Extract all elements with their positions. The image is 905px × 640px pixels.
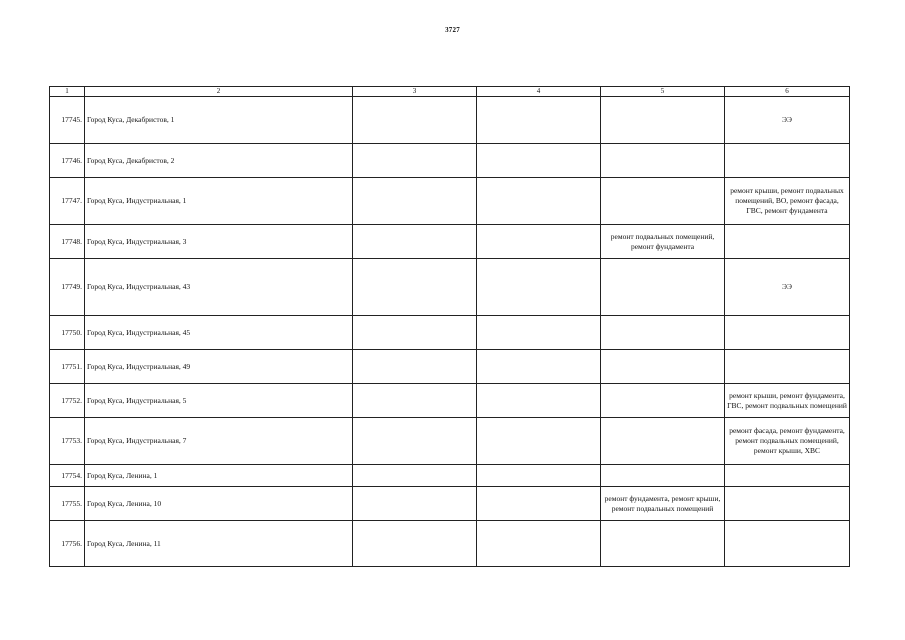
column-4-cell — [477, 418, 601, 465]
address-cell: Город Куса, Индустриальная, 45 — [85, 316, 353, 350]
row-number-cell: 17746. — [50, 144, 85, 178]
column-5-works-cell — [601, 178, 725, 225]
column-4-cell — [477, 316, 601, 350]
column-6-works-cell: ЭЭ — [725, 259, 850, 316]
column-5-works-cell — [601, 259, 725, 316]
column-3-cell — [353, 465, 477, 487]
column-4-cell — [477, 225, 601, 259]
column-3-cell — [353, 144, 477, 178]
column-5-works-cell — [601, 316, 725, 350]
column-3-cell — [353, 97, 477, 144]
address-cell: Город Куса, Декабристов, 1 — [85, 97, 353, 144]
column-5-works-cell — [601, 97, 725, 144]
row-number-cell: 17750. — [50, 316, 85, 350]
row-number-cell: 17747. — [50, 178, 85, 225]
column-4-cell — [477, 259, 601, 316]
column-5-works-cell — [601, 350, 725, 384]
column-6-works-cell — [725, 225, 850, 259]
column-3-cell — [353, 418, 477, 465]
column-3-cell — [353, 178, 477, 225]
address-cell: Город Куса, Индустриальная, 7 — [85, 418, 353, 465]
column-4-cell — [477, 487, 601, 521]
address-cell: Город Куса, Индустриальная, 43 — [85, 259, 353, 316]
row-number-cell: 17749. — [50, 259, 85, 316]
table-row — [50, 178, 850, 225]
column-6-works-cell: ремонт фасада, ремонт фундамента, ремонт подвальных помещений, ремонт крыши, ХВС — [725, 418, 850, 465]
table-row — [50, 418, 850, 465]
table-row — [50, 384, 850, 418]
column-5-works-cell — [601, 521, 725, 567]
page-number: 3727 — [445, 26, 460, 34]
row-number-cell: 17745. — [50, 97, 85, 144]
column-header-6: 6 — [725, 87, 850, 97]
row-number-cell: 17755. — [50, 487, 85, 521]
column-5-works-cell — [601, 144, 725, 178]
column-6-works-cell — [725, 144, 850, 178]
column-4-cell — [477, 465, 601, 487]
column-5-works-cell — [601, 384, 725, 418]
column-3-cell — [353, 350, 477, 384]
table-row — [50, 350, 850, 384]
column-4-cell — [477, 97, 601, 144]
table-row — [50, 316, 850, 350]
row-number-cell: 17753. — [50, 418, 85, 465]
housing-registry-table — [49, 86, 850, 567]
column-header-4: 4 — [477, 87, 601, 97]
address-cell: Город Куса, Индустриальная, 5 — [85, 384, 353, 418]
row-number-cell: 17751. — [50, 350, 85, 384]
address-cell: Город Куса, Ленина, 11 — [85, 521, 353, 567]
address-cell: Город Куса, Ленина, 1 — [85, 465, 353, 487]
column-header-3: 3 — [353, 87, 477, 97]
column-3-cell — [353, 225, 477, 259]
column-number-row — [50, 87, 850, 97]
column-3-cell — [353, 487, 477, 521]
column-4-cell — [477, 521, 601, 567]
row-number-cell: 17752. — [50, 384, 85, 418]
column-6-works-cell — [725, 521, 850, 567]
row-number-cell: 17754. — [50, 465, 85, 487]
column-3-cell — [353, 259, 477, 316]
column-header-1: 1 — [50, 87, 85, 97]
table-row — [50, 521, 850, 567]
address-cell: Город Куса, Индустриальная, 49 — [85, 350, 353, 384]
table-row — [50, 97, 850, 144]
table-row — [50, 259, 850, 316]
column-header-2: 2 — [85, 87, 353, 97]
address-cell: Город Куса, Ленина, 10 — [85, 487, 353, 521]
column-3-cell — [353, 316, 477, 350]
column-header-5: 5 — [601, 87, 725, 97]
row-number-cell: 17756. — [50, 521, 85, 567]
column-6-works-cell — [725, 465, 850, 487]
column-4-cell — [477, 350, 601, 384]
address-cell: Город Куса, Индустриальная, 1 — [85, 178, 353, 225]
column-6-works-cell: ремонт крыши, ремонт подвальных помещений, ВО, ремонт фасада, ГВС, ремонт фундамента — [725, 178, 850, 225]
column-4-cell — [477, 384, 601, 418]
column-4-cell — [477, 144, 601, 178]
table-row — [50, 144, 850, 178]
table-row — [50, 465, 850, 487]
row-number-cell: 17748. — [50, 225, 85, 259]
column-6-works-cell — [725, 487, 850, 521]
column-4-cell — [477, 178, 601, 225]
column-5-works-cell — [601, 418, 725, 465]
address-cell: Город Куса, Индустриальная, 3 — [85, 225, 353, 259]
address-cell: Город Куса, Декабристов, 2 — [85, 144, 353, 178]
column-3-cell — [353, 521, 477, 567]
column-5-works-cell: ремонт подвальных помещений, ремонт фундамента — [601, 225, 725, 259]
column-6-works-cell — [725, 316, 850, 350]
table-row — [50, 487, 850, 521]
table-row — [50, 225, 850, 259]
column-3-cell — [353, 384, 477, 418]
column-6-works-cell: ЭЭ — [725, 97, 850, 144]
column-6-works-cell — [725, 350, 850, 384]
column-5-works-cell: ремонт фундамента, ремонт крыши, ремонт подвальных помещений — [601, 487, 725, 521]
column-5-works-cell — [601, 465, 725, 487]
column-6-works-cell: ремонт крыши, ремонт фундамента, ГВС, ремонт подвальных помещений — [725, 384, 850, 418]
